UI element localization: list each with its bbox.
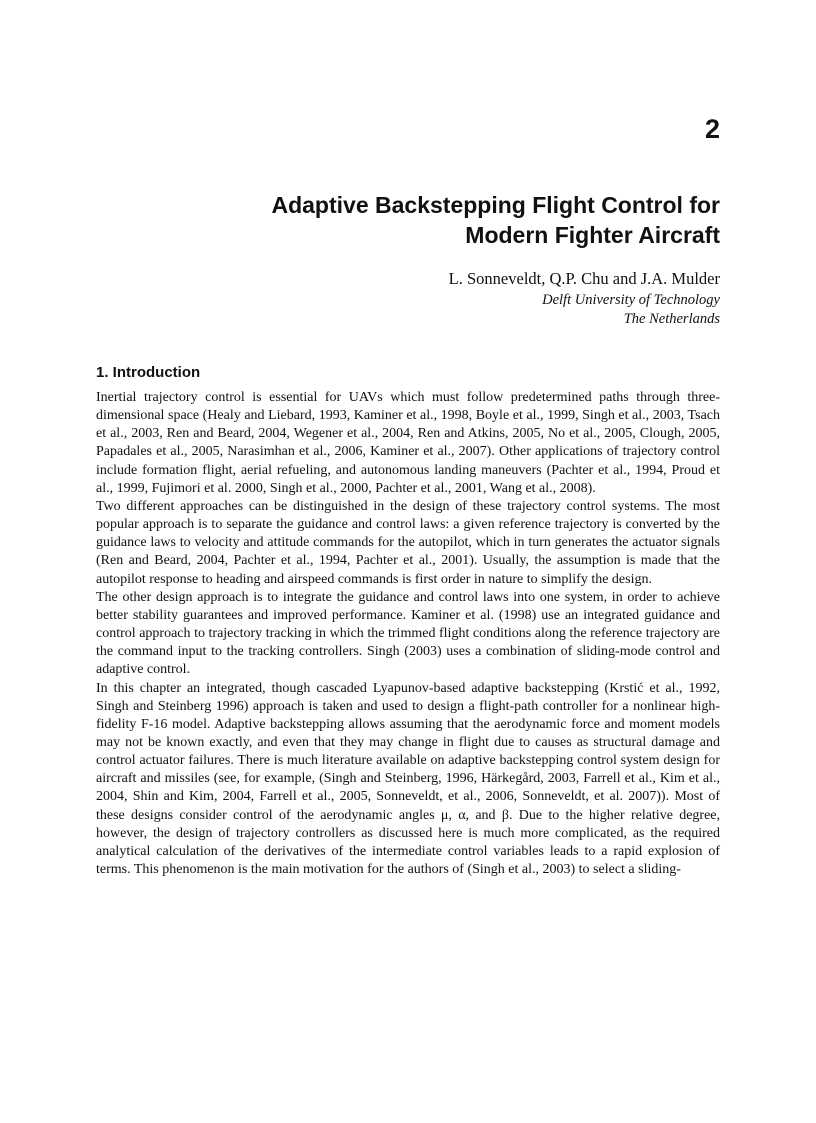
body-paragraph: In this chapter an integrated, though cascaded Lyapunov-based adaptive backstepping (Krstić et al., 1992, Singh and Steinberg 1996) approach is taken and used to design a flight-path controller for a nonlinear high-fidelity F-16 model. Adaptive backstepping allows assuming that the aerodynamic force and moment models may not be known exactly, and even that they may change in flight due to causes as structural damage and control actuator failures. There is much literature available on adaptive backstepping control system design for aircraft and missiles (see, for example, (Singh and Steinberg, 1996, Härkegård, 2003, Farrell et al., Kim et al., 2004, Shin and Kim, 2004, Farrell et al., 2005, Sonneveldt, et al., 2006, Sonneveldt, et al. 2007)). Most of these designs consider control of the aerodynamic angles μ, α, and β. Due to the higher relative degree, however, the design of trajectory controllers as discussed here is much more complicated, as the required analytical calculation of the derivatives of the intermediate control variables leads to a rapid explosion of terms. This phenomenon is the main motivation for the authors of (Singh et al., 2003) to select a sliding- (96, 680, 720, 878)
chapter-title (120, 190, 720, 250)
body-paragraph: The other design approach is to integrate the guidance and control laws into one system, in order to achieve better stability guarantees and improved performance. Kaminer et al. (1998) use an integrated guidance and control approach to trajectory tracking in which the trimmed flight conditions along the reference trajectory are the command input to the tracking controllers. Singh (2003) uses a combination of sliding-mode control and adaptive control. (96, 589, 720, 678)
chapter-number: 2 (704, 114, 720, 144)
section-body (96, 389, 720, 879)
section-heading: 1. Introduction (96, 364, 201, 381)
chapter-title-line-2: Modern Fighter Aircraft (465, 222, 720, 248)
author-list: L. Sonneveldt, Q.P. Chu and J.A. Mulder (448, 269, 720, 288)
affiliation (542, 291, 720, 329)
affiliation-country: The Netherlands (623, 311, 720, 327)
body-paragraph: Two different approaches can be distinguished in the design of these trajectory control systems. The most popular approach is to separate the guidance and control laws: a given reference trajectory is converted by the guidance laws to velocity and attitude commands for the autopilot, which in turn generates the actuator signals (Ren and Beard, 2004, Pachter et al., 1994, Pachter et al., 2001). Usually, the assumption is made that the autopilot response to heading and airspeed commands is first order in nature to simplify the design. (96, 498, 720, 587)
affiliation-institution: Delft University of Technology (542, 292, 720, 308)
body-paragraph: Inertial trajectory control is essential for UAVs which must follow predetermined paths through three-dimensional space (Healy and Liebard, 1993, Kaminer et al., 1998, Boyle et al., 1999, Singh et al., 2003, Tsach et al., 2003, Ren and Beard, 2004, Wegener et al., 2004, Ren and Atkins, 2005, No et al., 2005, Clough, 2005, Papadales et al., 2005, Narasimhan et al., 2006, Kaminer et al., 2007). Other applications of trajectory control include formation flight, aerial refueling, and autonomous landing maneuvers (Pachter et al., 1994, Proud et al., 1999, Fujimori et al. 2000, Singh et al., 2000, Pachter et al., 2001, Wang et al., 2008). (96, 390, 720, 496)
chapter-title-line-1: Adaptive Backstepping Flight Control for (271, 192, 720, 218)
